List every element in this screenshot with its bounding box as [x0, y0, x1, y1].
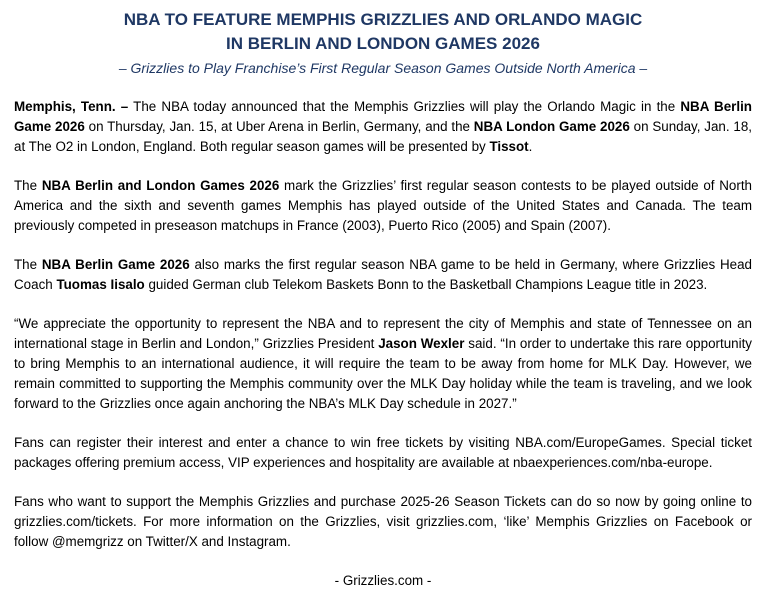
paragraph-germany [14, 255, 752, 295]
paragraph-text: “We appreciate the opportunity to represent the NBA and to represent the city of Memphis and state of Tennessee on an international stage in Berlin and London,” Grizzlies President [14, 316, 752, 351]
coach-name: Tuomas Iisalo [56, 277, 145, 292]
dateline: Memphis, Tenn. – [14, 99, 129, 114]
games-name: NBA Berlin and London Games 2026 [41, 178, 280, 193]
headline [14, 8, 752, 56]
london-game-name: NBA London Game 2026 [473, 119, 630, 134]
president-name: Jason Wexler [378, 336, 465, 351]
paragraph-text: said. “In order to undertake this rare opportunity to bring Memphis to an international audience, it will require the team to be away from home for MLK Day. However, we remain committed to supporting the Memphis community over the MLK Day holiday while the team is traveling, and we look forward to the Grizzlies once again anchoring the NBA’s MLK Day schedule in 2027.” [14, 336, 752, 411]
paragraph-text: on Thursday, Jan. 15, at Uber Arena in Berlin, Germany, and the [84, 119, 474, 134]
headline-line-2: IN BERLIN AND LONDON GAMES 2026 [226, 34, 540, 53]
paragraph-season-tickets: Fans who want to support the Memphis Grizzlies and purchase 2025-26 Season Tickets can do so now by going online to grizzlies.com/tickets. For more information on the Grizzlies, visit grizzlies.com, ‘like’ Memphis Grizzlies on Facebook or follow @memgrizz on Twitter/X and Instagram. [14, 494, 752, 549]
paragraph-text: guided German club Telekom Baskets Bonn to the Basketball Champions League title in 2023. [144, 277, 708, 292]
subheadline: – Grizzlies to Play Franchise’s First Regular Season Games Outside North America – [118, 60, 648, 76]
paragraph-history [14, 176, 752, 236]
footer-source: - Grizzlies.com - [334, 573, 432, 588]
berlin-game-name: NBA Berlin Game 2026 [41, 257, 190, 272]
paragraph-text: The NBA today announced that the Memphis Grizzlies will play the Orlando Magic in the [128, 99, 681, 114]
paragraph-text: mark the Grizzlies’ first regular season contests to be played outside of North America and the sixth and seventh games Memphis has played outside of the United States and Canada. The team previously competed in preseason matchups in France (2003), Puerto Rico (2005) and Spain (2007). [14, 178, 752, 233]
paragraph-text: The [14, 257, 42, 272]
paragraph-text: on Sunday, Jan. 18, at The O2 in London, England. Both regular season games will be presented by [14, 119, 753, 154]
paragraph-tickets: Fans can register their interest and enter a chance to win free tickets by visiting NBA.com/EuropeGames. Special ticket packages offering premium access, VIP experiences and hospitality are available at nbaexperiences.com/nba-europe. [14, 435, 752, 470]
paragraph-quote [14, 314, 752, 414]
berlin-game-name: NBA Berlin Game 2026 [14, 99, 752, 134]
paragraph-announcement [14, 97, 752, 157]
paragraph-text: . [528, 139, 533, 154]
headline-line-1: NBA TO FEATURE MEMPHIS GRIZZLIES AND ORLANDO MAGIC [123, 10, 643, 29]
paragraph-text: The [14, 178, 42, 193]
paragraph-text: also marks the first regular season NBA game to be held in Germany, where Grizzlies Head Coach [14, 257, 752, 292]
sponsor-name: Tissot [489, 139, 529, 154]
